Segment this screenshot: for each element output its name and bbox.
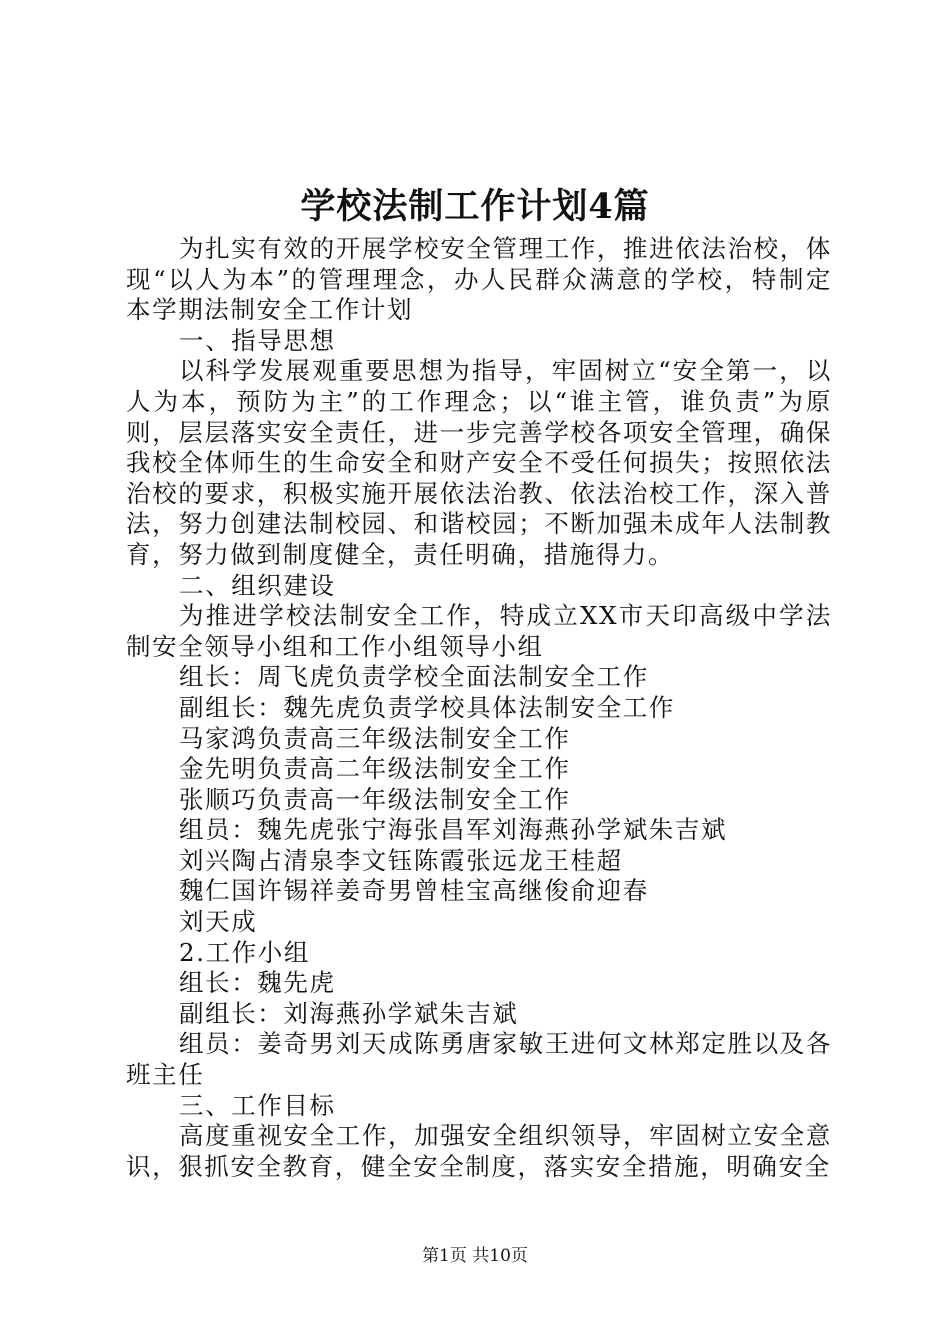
paragraph-guiding-ideology: 以科学发展观重要思想为指导，牢固树立“安全第一，以人为本，预防为主”的工作理念；以“谁主管，谁负责”为原则，层层落实安全责任，进一步完善学校各项安全管理，确保我校全体师生的生命安全和财产安全不受任何损失；按照依法治校的要求，积极实施开展依法治教、依法治校工作，深入普法，努力创建法制校园、和谐校园；不断加强未成年人法制教育，努力做到制度健全，责任明确，措施得力。 (126, 356, 832, 569)
page-number-footer: 第1页 共10页 (422, 1246, 528, 1266)
section-heading-work-goals: 三、工作目标 (179, 1090, 336, 1120)
document-title: 学校法制工作计划4篇 (300, 186, 650, 227)
section-heading-organization: 二、组织建设 (179, 570, 336, 600)
paragraph-work-goals: 高度重视安全工作，加强安全组织领导，牢固树立安全意识，狠抓安全教育，健全安全制度，落实安全措施，明确安全 (126, 1121, 832, 1181)
list-item: 组长：魏先虎 (179, 968, 336, 998)
paragraph-intro: 为扎实有效的开展学校安全管理工作，推进依法治校，体现“以人为本”的管理理念，办人民群众满意的学校，特制定本学期法制安全工作计划 (126, 234, 832, 325)
list-item: 组员：姜奇男刘天成陈勇唐家敏王进何文林郑定胜以及各班主任 (126, 1029, 832, 1090)
list-item: 副组长：魏先虎负责学校具体法制安全工作 (179, 692, 675, 722)
list-item: 刘兴陶占清泉李文钰陈霞张远龙王桂超 (179, 845, 623, 875)
list-item: 魏仁国许锡祥姜奇男曾桂宝高继俊俞迎春 (179, 876, 649, 906)
subsection-heading-work-group: 2.工作小组 (179, 937, 310, 967)
list-item: 张顺巧负责高一年级法制安全工作 (179, 784, 571, 814)
list-item: 马家鸿负责高三年级法制安全工作 (179, 723, 571, 753)
list-item: 副组长：刘海燕孙学斌朱吉斌 (179, 998, 519, 1028)
document-body (126, 234, 832, 1182)
section-heading-guiding-ideology: 一、指导思想 (179, 325, 336, 355)
list-item: 组员：魏先虎张宁海张昌军刘海燕孙学斌朱吉斌 (179, 815, 728, 845)
list-item: 组长：周飞虎负责学校全面法制安全工作 (179, 662, 649, 692)
list-item: 刘天成 (179, 907, 258, 937)
paragraph-organization: 为推进学校法制安全工作，特成立XX市天印高级中学法制安全领导小组和工作小组领导小组 (126, 601, 832, 661)
list-item: 金先明负责高二年级法制安全工作 (179, 754, 571, 784)
